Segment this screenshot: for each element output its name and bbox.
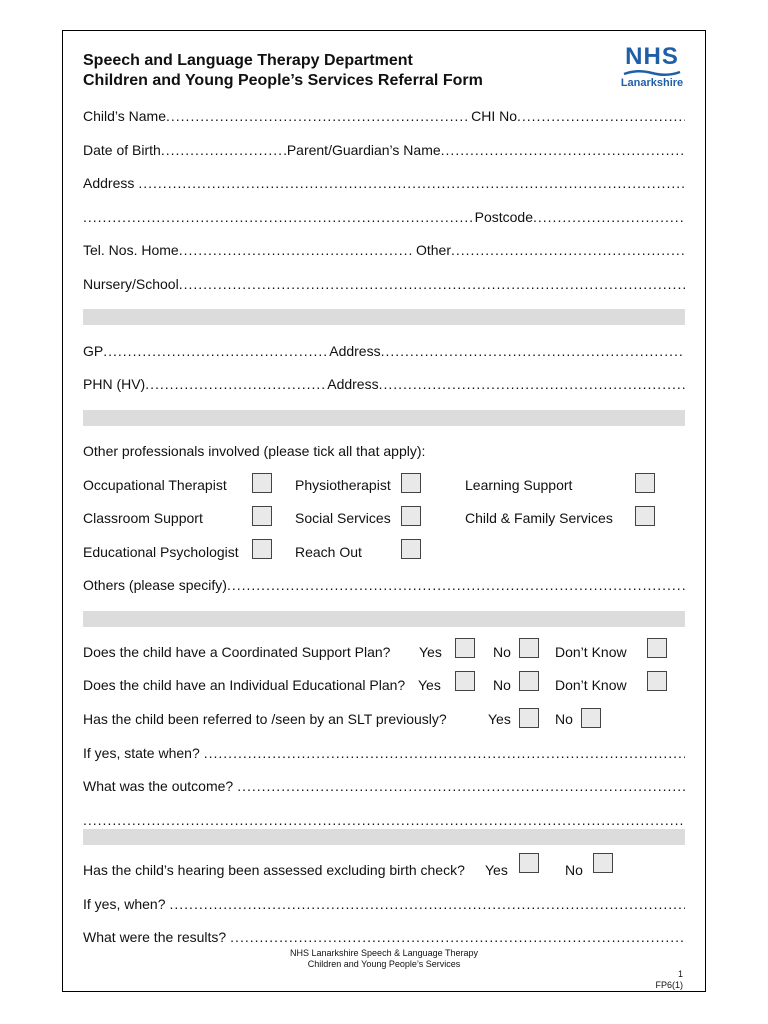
- section-divider: [83, 611, 685, 627]
- outcome-field-line2[interactable]: [83, 811, 685, 829]
- csp-question: Does the child have a Coordinated Support Plan?: [83, 644, 391, 660]
- nhs-lanarkshire-logo: [619, 45, 685, 89]
- iep-dont-know-label: Don’t Know: [555, 677, 627, 693]
- address-label: Address: [83, 175, 135, 191]
- address-field-line2[interactable]: [83, 208, 475, 226]
- reach-out-label: Reach Out: [295, 544, 362, 560]
- physiotherapist-label: Physiotherapist: [295, 477, 391, 493]
- learning-support-checkbox[interactable]: [635, 473, 655, 493]
- dob-label: Date of Birth: [83, 142, 161, 158]
- address-row: [83, 174, 685, 192]
- slt-yes-label: Yes: [488, 711, 511, 727]
- tel-other-label: Other: [415, 242, 451, 258]
- iep-dont-know-checkbox[interactable]: [647, 671, 667, 691]
- phn-row: [83, 375, 685, 393]
- hearing-no-checkbox[interactable]: [593, 853, 613, 873]
- dob-row: [83, 141, 685, 159]
- chi-no-label: CHI No: [471, 108, 517, 124]
- social-services-label: Social Services: [295, 510, 391, 526]
- child-family-services-label: Child & Family Services: [465, 510, 613, 526]
- tel-home-field[interactable]: [179, 241, 412, 259]
- csp-dont-know-checkbox[interactable]: [647, 638, 667, 658]
- address-field[interactable]: [138, 174, 685, 192]
- address-postcode-row: [83, 208, 685, 226]
- child-family-services-checkbox[interactable]: [635, 506, 655, 526]
- csp-no-checkbox[interactable]: [519, 638, 539, 658]
- postcode-label: Postcode: [474, 209, 533, 225]
- hearing-yes-checkbox[interactable]: [519, 853, 539, 873]
- professionals-heading: Other professionals involved (please tick all that apply):: [83, 443, 426, 459]
- csp-no-label: No: [493, 644, 511, 660]
- outcome-label: What was the outcome?: [83, 778, 234, 794]
- chi-no-field[interactable]: [517, 107, 685, 125]
- results-label: What were the results?: [83, 929, 227, 945]
- csp-yes-label: Yes: [419, 644, 442, 660]
- gp-address-label: Address: [329, 343, 381, 359]
- outcome-row: [83, 777, 685, 795]
- results-field[interactable]: [230, 928, 685, 946]
- nursery-school-label: Nursery/School: [83, 276, 179, 292]
- occupational-therapist-label: Occupational Therapist: [83, 477, 227, 493]
- form-title-line1: Speech and Language Therapy Department: [83, 52, 413, 69]
- slt-question: Has the child been referred to /seen by an SLT previously?: [83, 711, 447, 727]
- slt-when-field[interactable]: [204, 744, 685, 762]
- results-row: [83, 928, 685, 946]
- phn-label: PHN (HV): [83, 376, 146, 392]
- form-code: FP6(1): [655, 980, 683, 990]
- nursery-school-field[interactable]: [179, 275, 685, 293]
- iep-no-checkbox[interactable]: [519, 671, 539, 691]
- page-number: 1: [677, 969, 683, 979]
- others-row: [83, 576, 685, 594]
- childs-name-label: Child’s Name: [83, 108, 166, 124]
- slt-yes-checkbox[interactable]: [519, 708, 539, 728]
- iep-question: Does the child have an Individual Educational Plan?: [83, 677, 406, 693]
- nhs-logo-subtitle: Lanarkshire: [620, 77, 684, 89]
- csp-yes-checkbox[interactable]: [455, 638, 475, 658]
- tel-row: [83, 241, 685, 259]
- hearing-no-label: No: [565, 862, 583, 878]
- educational-psychologist-checkbox[interactable]: [252, 539, 272, 559]
- slt-when-row: [83, 744, 685, 762]
- physiotherapist-checkbox[interactable]: [401, 473, 421, 493]
- nhs-logo-text: NHS: [625, 43, 679, 70]
- slt-no-checkbox[interactable]: [581, 708, 601, 728]
- tel-other-field[interactable]: [451, 241, 685, 259]
- social-services-checkbox[interactable]: [401, 506, 421, 526]
- hearing-yes-label: Yes: [485, 862, 508, 878]
- outcome-row-2: [83, 811, 685, 829]
- tel-home-label: Tel. Nos. Home: [83, 242, 179, 258]
- csp-dont-know-label: Don’t Know: [555, 644, 627, 660]
- referral-form-page: [62, 30, 706, 992]
- hearing-question: Has the child’s hearing been assessed excluding birth check?: [83, 862, 465, 878]
- slt-when-label: If yes, state when?: [83, 745, 200, 761]
- section-divider: [83, 309, 685, 325]
- parent-guardian-label: Parent/Guardian’s Name: [286, 142, 441, 158]
- gp-address-field[interactable]: [381, 342, 685, 360]
- postcode-field[interactable]: [533, 208, 685, 226]
- footer-line2: Children and Young People’s Services: [307, 959, 461, 969]
- nursery-row: [83, 275, 685, 293]
- classroom-support-checkbox[interactable]: [252, 506, 272, 526]
- gp-field[interactable]: [103, 342, 329, 360]
- logo-wave-icon: [622, 69, 682, 77]
- outcome-field[interactable]: [237, 777, 685, 795]
- others-specify-field[interactable]: [227, 576, 685, 594]
- phn-address-label: Address: [327, 376, 379, 392]
- occupational-therapist-checkbox[interactable]: [252, 473, 272, 493]
- gp-label: GP: [83, 343, 104, 359]
- form-title: [83, 51, 483, 91]
- section-divider: [83, 829, 685, 845]
- educational-psychologist-label: Educational Psychologist: [83, 544, 239, 560]
- reach-out-checkbox[interactable]: [401, 539, 421, 559]
- phn-field[interactable]: [145, 375, 327, 393]
- footer-line1: NHS Lanarkshire Speech & Language Therapy: [290, 948, 478, 958]
- gp-row: [83, 342, 685, 360]
- dob-field[interactable]: [161, 141, 287, 159]
- hearing-when-label: If yes, when?: [83, 896, 166, 912]
- classroom-support-label: Classroom Support: [83, 510, 203, 526]
- parent-guardian-field[interactable]: [441, 141, 685, 159]
- slt-no-label: No: [555, 711, 573, 727]
- iep-no-label: No: [493, 677, 511, 693]
- iep-yes-label: Yes: [418, 677, 441, 693]
- section-divider: [83, 410, 685, 426]
- childs-name-field[interactable]: [166, 107, 467, 125]
- learning-support-label: Learning Support: [465, 477, 573, 493]
- hearing-when-row: [83, 895, 685, 913]
- iep-yes-checkbox[interactable]: [455, 671, 475, 691]
- childs-name-row: [83, 107, 685, 125]
- form-title-line2: Children and Young People’s Services Referral Form: [83, 72, 483, 89]
- hearing-when-field[interactable]: [170, 895, 686, 913]
- phn-address-field[interactable]: [379, 375, 685, 393]
- others-specify-label: Others (please specify): [83, 577, 227, 593]
